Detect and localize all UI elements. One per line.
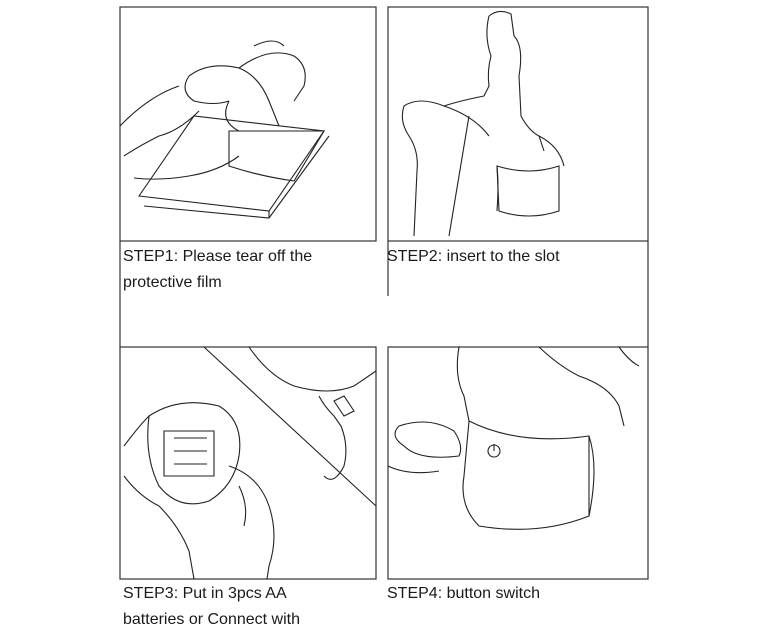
panel-3-border	[120, 347, 376, 579]
finger-inserting-icon	[402, 11, 564, 236]
instruction-sheet	[119, 6, 650, 628]
step1-caption: STEP1: Please tear off the protective film	[123, 248, 313, 291]
panel-4-border	[388, 347, 648, 579]
finger-pressing-button-icon	[388, 347, 639, 529]
step3-caption: STEP3: Put in 3pcs AA batteries or Connect with	[123, 585, 300, 628]
panel-grid	[119, 6, 650, 632]
step4-caption: STEP4: button switch	[387, 585, 540, 602]
panel-1-border	[120, 7, 376, 241]
hand-peeling-film-icon	[120, 41, 329, 218]
hands-battery-box-icon	[124, 347, 376, 579]
step2-caption: STEP2: insert to the slot	[387, 248, 560, 265]
